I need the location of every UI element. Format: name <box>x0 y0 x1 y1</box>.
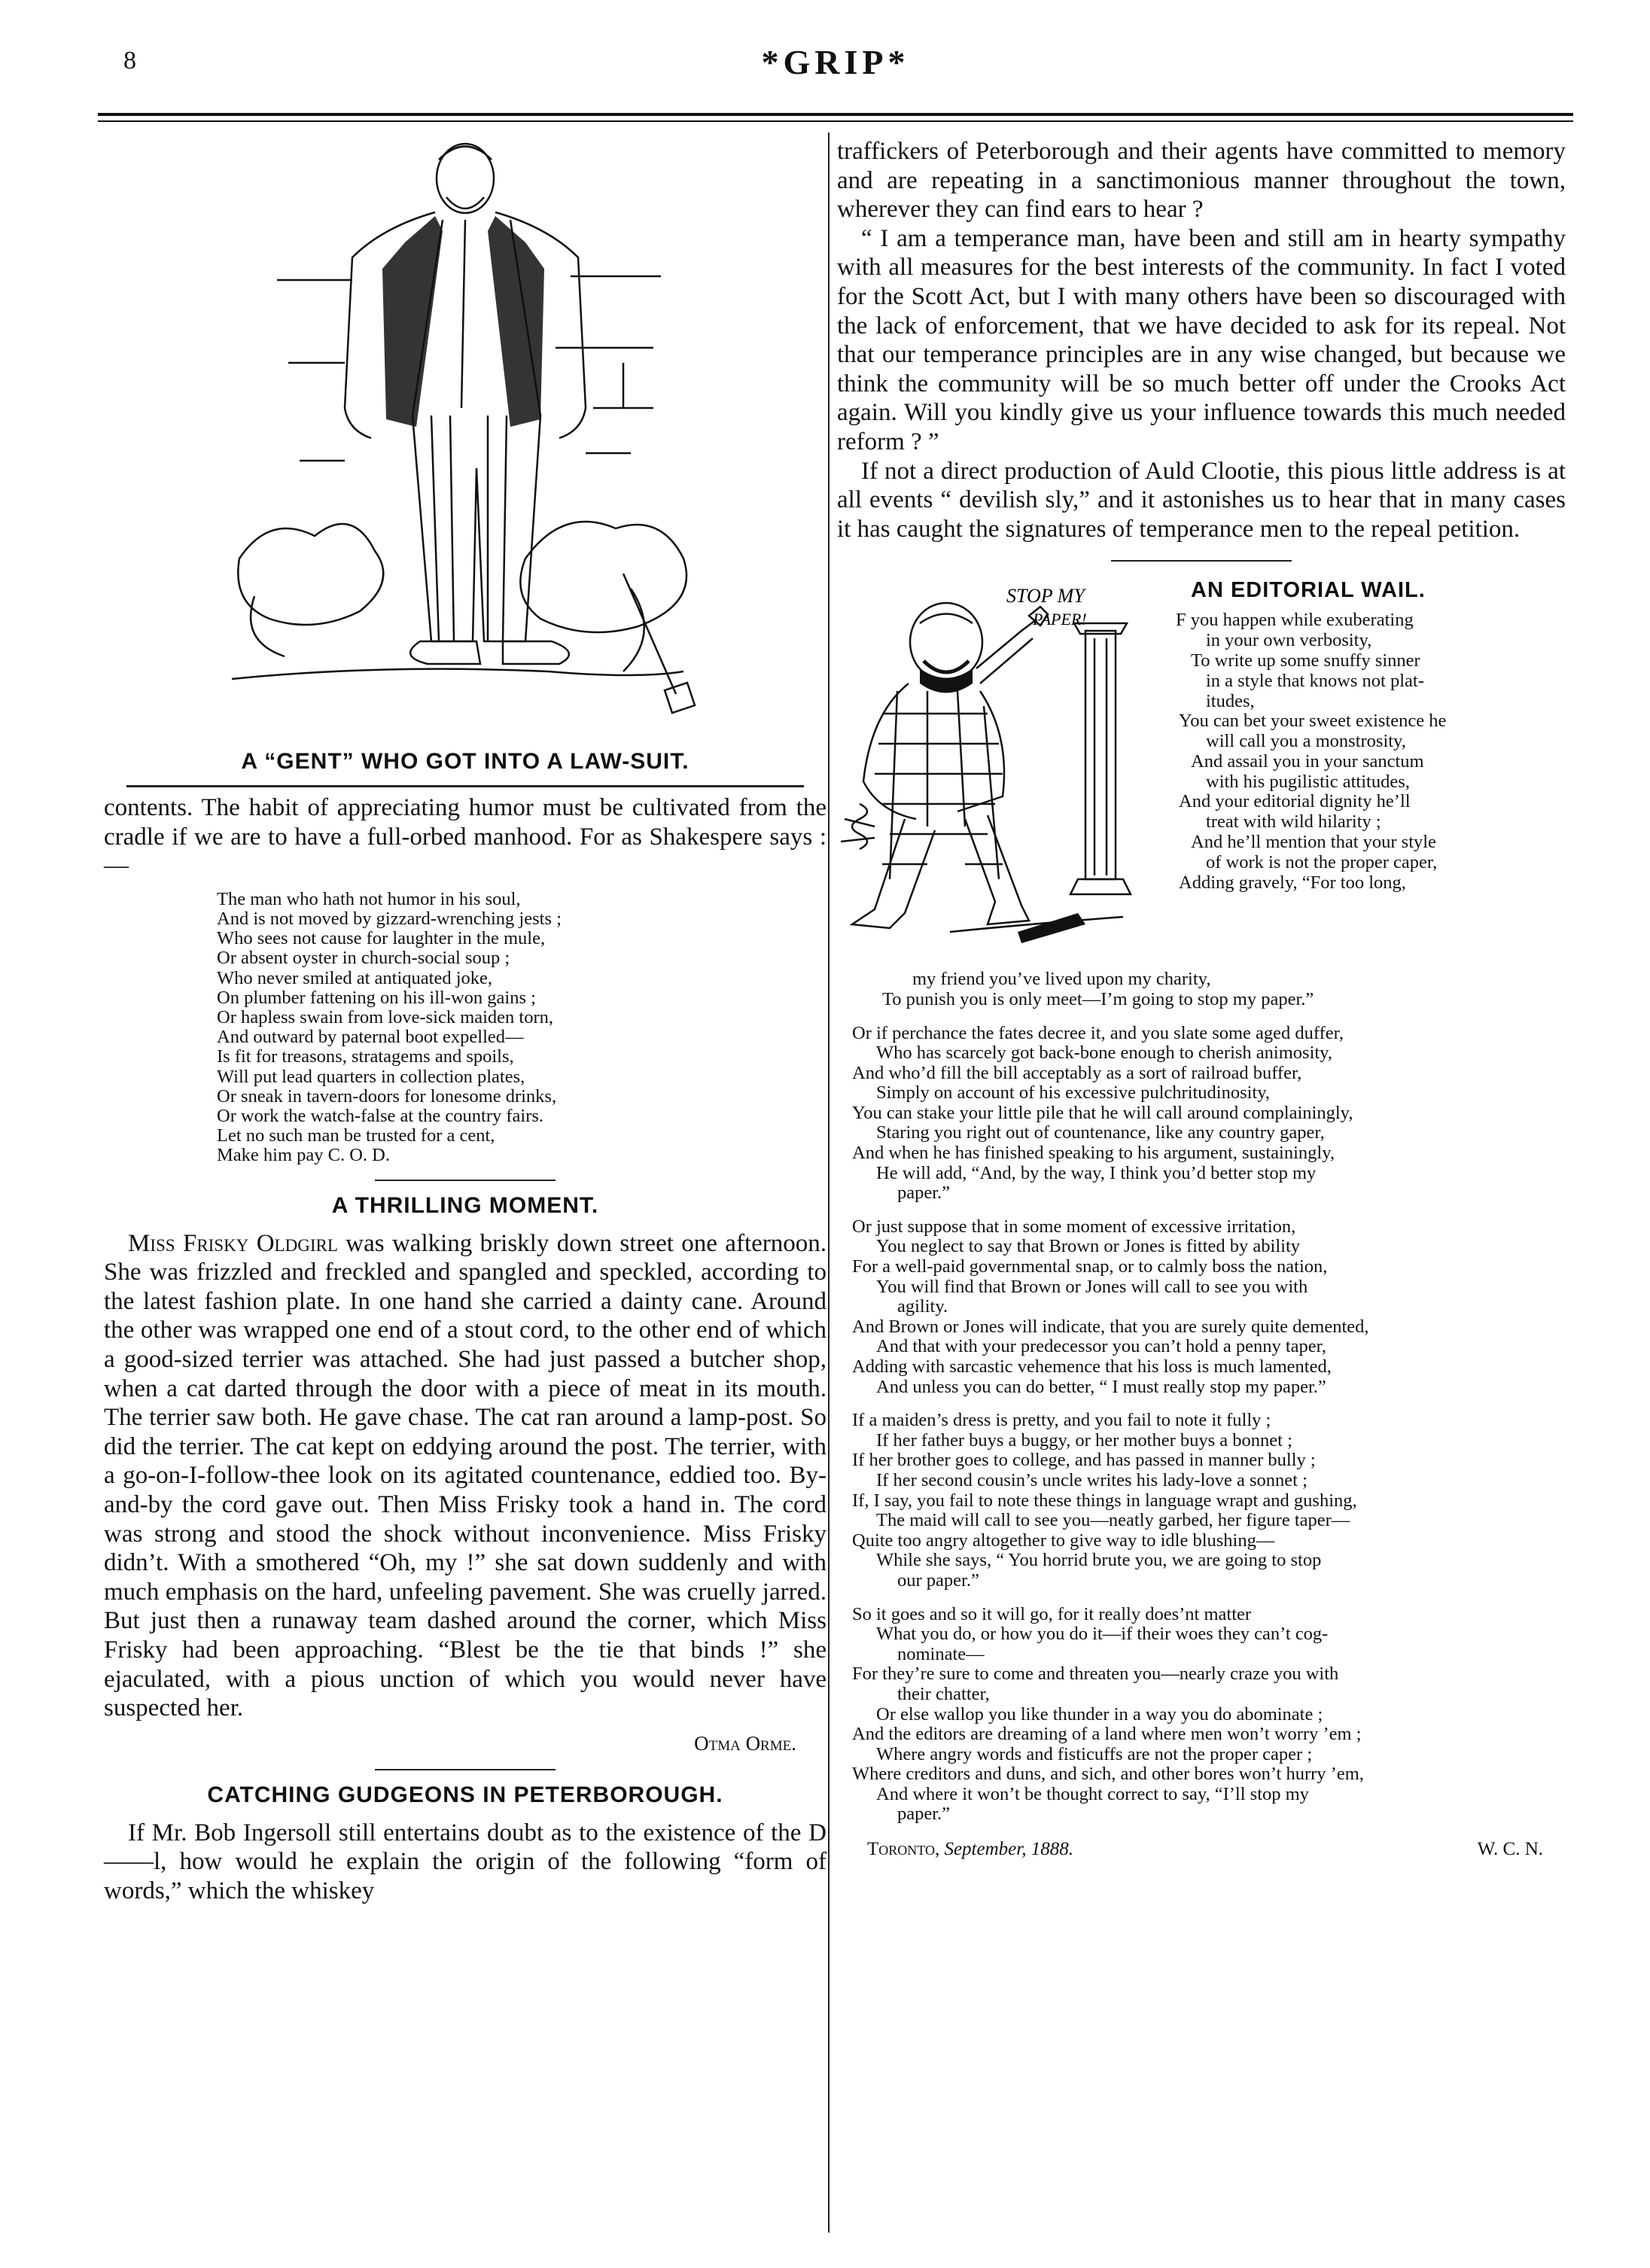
poem-line: Where angry words and fisticuffs are not the proper caper ; <box>876 1743 1313 1764</box>
page-number: 8 <box>123 47 136 75</box>
poem-line: For a well-paid governmental snap, or to calmly boss the nation, <box>852 1256 1328 1277</box>
poem-line: their chatter, <box>897 1683 990 1704</box>
caption-rule <box>126 785 804 787</box>
poem-line: will call you a monstrosity, <box>1206 731 1406 752</box>
poem-line: Adding with sarcastic vehemence that his loss is much lamented, <box>852 1356 1332 1377</box>
poem-line: And where it won’t be thought correct to say, “I’ll stop my <box>876 1783 1309 1804</box>
poem-line: my friend you’ve lived upon my charity, <box>912 969 1211 990</box>
section-rule <box>375 1180 556 1181</box>
stanza-2 <box>837 1024 1566 1204</box>
poem-line: Simply on account of his excessive pulchritudinosity, <box>876 1082 1271 1104</box>
poem-line: You will find that Brown or Jones will call to see you with <box>876 1276 1308 1297</box>
editorial-wail-heading: AN EDITORIAL WAIL. <box>1191 578 1426 603</box>
poem-line: Staring you right out of countenance, like any country gaper, <box>876 1122 1325 1143</box>
footer-city: Toronto, <box>867 1839 940 1860</box>
poem-line: To punish you is only meet—I’m going to stop my paper.” <box>882 988 1314 1009</box>
poem-line: While she says, “ You horrid brute you, we are going to stop <box>876 1550 1322 1571</box>
masthead-title: *GRIP* <box>761 43 910 81</box>
column-divider <box>828 132 830 2233</box>
illustration-speech-line-2: PAPER! <box>1033 610 1087 629</box>
poem-line: And is not moved by gizzard-wrenching jests ; <box>217 908 562 929</box>
stanza-5 <box>837 1605 1566 1825</box>
gudgeons-continued: traffickers of Peterborough and their agents have committed to memory and are repeating in a sanctimonious manner throughout the town, wherever they can find ears to hear ? <box>837 138 1566 224</box>
gudgeons-body: If Mr. Bob Ingersoll still entertains doubt as to the existence of the D——l, how would he explain the origin of the following “form of words,” which the whiskey <box>104 1819 827 1904</box>
poem-line: If her father buys a buggy, or her mother buys a bonnet ; <box>876 1429 1292 1451</box>
poem-line: So it goes and so it will go, for it really does’nt matter <box>852 1603 1252 1624</box>
poem-line: The man who hath not humor in his soul, <box>217 888 521 909</box>
thrilling-moment-text: was walking briskly down street one afternoon. She was frizzled and freckled and spangled and speckled, according to the latest fashion plate. In one hand she carried a dainty cane. Around the other was wrapped one end of a stout cord, to the other end of which a good-sized terrier was attached. She had just passed a butcher shop, when a cat darted through the door with a piece of meat in its mouth. The terrier saw both. He gave chase. The cat ran around a lamp-post. So did the terrier. The cat kept on eddying around the post. The terrier, with a go-on-I-follow-thee look on its agitated countenance, eddied too. By-and-by the cord gave out. Then Miss Frisky took a hand in. The cord was strong and stood the shock without inconvenience. Miss Frisky didn’t. With a smothered “Oh, my !” she sat down suddenly and with much emphasis on the hard, unfeeling pavement. She was cruelly jarred. But just then a runaway team dashed around the corner, which Miss Frisky had been approaching. “Blest be the tie that binds !” she ejaculated, with a pious unction of which you would never have suspected her. <box>104 1229 827 1722</box>
poem-line: paper.” <box>897 1804 951 1825</box>
poem-line: Where creditors and duns, and sich, and other bores won’t hurry ’em, <box>852 1764 1364 1785</box>
section-rule <box>375 1769 556 1770</box>
poem-line: And outward by paternal boot expelled— <box>217 1027 524 1048</box>
poem-line: And when he has finished speaking to his argument, sustainingly, <box>852 1143 1335 1164</box>
poem-line: The maid will call to see you—neatly garbed, her figure taper— <box>876 1510 1350 1531</box>
poem-line: Let no such man be trusted for a cent, <box>217 1125 495 1146</box>
poem-line: Or if perchance the fates decree it, and you slate some aged duffer, <box>852 1022 1344 1043</box>
poem-line: agility. <box>897 1296 948 1317</box>
thrilling-moment-name: Miss Frisky Oldgirl <box>128 1229 338 1257</box>
gudgeons-conclusion: If not a direct production of Auld Clootie, this pious little address is at all events “ devilish sly,” and it astonishes us to hear that in many cases it has caught the signatures of temperance men to the repeal petition. <box>837 457 1566 543</box>
intro-paragraph: contents. The habit of appreciating humor must be cultivated from the cradle if we are to have a full-orbed manhood. For as Shakespere says :— <box>104 794 827 880</box>
poem-line: of work is not the proper caper, <box>1206 851 1438 872</box>
poem-line: in a style that knows not plat- <box>1206 670 1424 691</box>
poem-footer <box>867 1840 1543 1860</box>
poem-line: our paper.” <box>897 1569 979 1591</box>
poem-line: Make him pay C. O. D. <box>217 1145 390 1166</box>
poem-line: And unless you can do better, “ I must really stop my paper.” <box>876 1376 1326 1397</box>
header-rule-thin <box>98 120 1573 122</box>
poem-line: Quite too angry altogether to give way to idle blushing— <box>852 1530 1275 1551</box>
poem-line: To write up some snuffy sinner <box>1191 650 1420 671</box>
poem-line: And assail you in your sanctum <box>1191 750 1424 772</box>
poem-line: You can stake your little pile that he will call around complainingly, <box>852 1102 1353 1123</box>
poem-line: If her brother goes to college, and has passed in manner bully ; <box>852 1450 1316 1471</box>
poem-line: in your own verbosity, <box>1206 630 1372 651</box>
poem-line: with his pugilistic attitudes, <box>1206 771 1410 792</box>
thrilling-moment-heading: A THRILLING MOMENT. <box>331 1192 599 1218</box>
poem-line: Adding gravely, “For too long, <box>1179 872 1406 893</box>
poem-line: And Brown or Jones will indicate, that you are surely quite demented, <box>852 1316 1369 1337</box>
poem-line: Or else wallop you like thunder in a way you do abominate ; <box>876 1703 1323 1725</box>
quoted-address: “ I am a temperance man, have been and still am in hearty sympathy with all measures for the best interests of the community. In fact I voted for the Scott Act, but I with many others have been so discouraged with the lack of enforcement, that we have decided to ask for its repeal. Not that our temperance principles are in any wise changed, but because we think the community will be so much better off under the Crooks Act again. Will you kindly give us your influence towards this much needed reform ? ” <box>837 224 1566 455</box>
poem-line: Who never smiled at antiquated joke, <box>217 967 493 988</box>
editorial-wail-poem <box>837 970 1566 1859</box>
shakespere-parody-poem <box>217 890 827 1166</box>
poem-line: Or just suppose that in some moment of excessive irritation, <box>852 1216 1296 1237</box>
poem-line: If, I say, you fail to note these things in language wrapt and gushing, <box>852 1490 1357 1511</box>
gudgeons-heading: CATCHING GUDGEONS IN PETERBOROUGH. <box>207 1782 723 1807</box>
footer-initials: W. C. N. <box>1477 1839 1543 1860</box>
left-column <box>104 137 827 1906</box>
angry-subscriber-illustration <box>837 578 1161 970</box>
poem-line: If her second cousin’s uncle writes his lady-love a sonnet ; <box>876 1469 1308 1490</box>
poem-line: And your editorial dignity he’ll <box>1179 791 1411 812</box>
poem-line: And the editors are dreaming of a land where men won’t worry ’em ; <box>852 1724 1362 1745</box>
section-rule <box>1111 560 1292 562</box>
poem-line: You can bet your sweet existence he <box>1179 711 1447 732</box>
poem-line: He will add, “And, by the way, I think you’d better stop my <box>876 1162 1317 1183</box>
stanza-4 <box>837 1411 1566 1591</box>
poem-line: You neglect to say that Brown or Jones is fitted by ability <box>876 1236 1300 1257</box>
poem-line: Or sneak in tavern-doors for lonesome drinks, <box>217 1085 557 1107</box>
editorial-wail-first-stanza <box>1168 578 1560 893</box>
thrilling-moment-body <box>104 1229 827 1723</box>
poem-line: Or work the watch-false at the country fairs. <box>217 1106 544 1127</box>
poem-line: Will put lead quarters in collection plates, <box>217 1066 525 1087</box>
poem-line: For they’re sure to come and threaten you—nearly craze you with <box>852 1664 1339 1685</box>
poem-line: Or absent oyster in church-social soup ; <box>217 948 510 969</box>
gent-lawsuit-illustration <box>104 137 827 739</box>
editorial-wail-top <box>837 578 1566 970</box>
author-signature: Otma Orme. <box>694 1731 796 1755</box>
poem-line: If a maiden’s dress is pretty, and you fail to note it fully ; <box>852 1410 1271 1431</box>
poem-line: What you do, or how you do it—if their woes they can’t cog- <box>876 1624 1329 1645</box>
poem-line: And he’ll mention that your style <box>1191 832 1436 853</box>
poem-line: itudes, <box>1206 690 1255 711</box>
poem-line: F you happen while exuberating <box>1176 610 1414 631</box>
illustration-speech-line-1: STOP MY <box>1006 585 1085 607</box>
header-rule-thick <box>98 113 1573 116</box>
poem-line: nominate— <box>897 1643 985 1664</box>
poem-line: Who has scarcely got back-bone enough to cherish animosity, <box>876 1043 1332 1064</box>
stanza-3 <box>837 1217 1566 1397</box>
illustration-caption: A “GENT” WHO GOT INTO A LAW-SUIT. <box>241 749 690 774</box>
poem-line: treat with wild hilarity ; <box>1206 811 1381 833</box>
poem-line: And who’d fill the bill acceptably as a sort of railroad buffer, <box>852 1062 1302 1083</box>
poem-line: Is fit for treasons, stratagems and spoils, <box>217 1046 514 1067</box>
footer-date: September, 1888. <box>944 1839 1073 1860</box>
poem-line: Or hapless swain from love-sick maiden torn, <box>217 1007 554 1027</box>
poem-line: Who sees not cause for laughter in the mule, <box>217 928 546 949</box>
right-column <box>837 137 1566 1860</box>
poem-line: paper.” <box>897 1183 951 1204</box>
page-header <box>98 43 1573 107</box>
poem-line: And that with your predecessor you can’t hold a penny taper, <box>876 1336 1326 1357</box>
poem-line: On plumber fattening on his ill-won gains ; <box>217 987 536 1008</box>
